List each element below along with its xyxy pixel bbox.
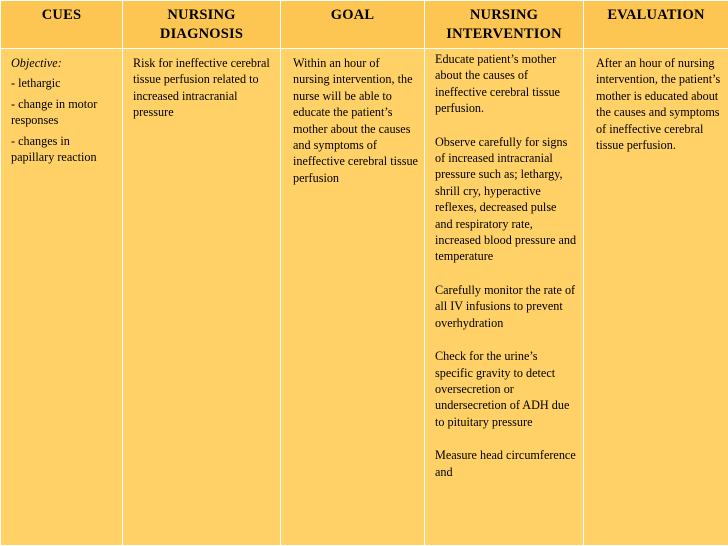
evaluation-text: After an hour of nursing intervention, the patient’s mother is educated about the causes and symptoms of ineffective cerebral tissue perfusion. <box>596 56 721 153</box>
nursing-intervention-cell <box>425 49 584 546</box>
header-row <box>1 1 728 49</box>
cue-item: - lethargic <box>11 76 61 91</box>
care-plan-row <box>1 49 728 546</box>
intervention-item: Observe carefully for signs of increased intracranial pressure such as; lethargy, shrill cry, hyperactive reflexes, decreased pulse and respiratory rate, increased blood pressure and temperature <box>435 134 577 264</box>
cue-item: - changes in papillary reaction <box>11 133 97 165</box>
intervention-item: Measure head circumference and <box>435 448 576 479</box>
nursing-diagnosis-text: Risk for ineffective cerebral tissue perfusion related to increased intracranial pressure <box>133 56 270 120</box>
nursing-diagnosis-cell <box>123 49 281 546</box>
header-nursing-diagnosis: NURSING DIAGNOSIS <box>123 1 281 49</box>
header-evaluation: EVALUATION <box>584 1 728 49</box>
intervention-item: Check for the urine’s specific gravity to detect oversecretion or undersecretion of ADH due to pituitary pressure <box>435 349 570 429</box>
goal-cell <box>281 49 425 546</box>
intervention-item: Carefully monitor the rate of all IV infusions to prevent overhydration <box>435 282 576 330</box>
cues-cell <box>1 49 123 546</box>
header-cues: CUES <box>1 1 123 49</box>
evaluation-cell <box>584 49 728 546</box>
intervention-item: Educate patient’s mother about the causes of ineffective cerebral tissue perfusion. <box>435 52 560 116</box>
header-nursing-intervention: NURSING INTERVENTION <box>425 1 584 49</box>
cue-item: - change in motor responses <box>11 96 98 128</box>
cues-label: Objective: <box>11 56 62 70</box>
goal-text: Within an hour of nursing intervention, the nurse will be able to educate the patient’s mother about the causes and symptoms of ineffective cerebral tissue perfusion <box>293 56 418 185</box>
header-goal: GOAL <box>281 1 425 49</box>
